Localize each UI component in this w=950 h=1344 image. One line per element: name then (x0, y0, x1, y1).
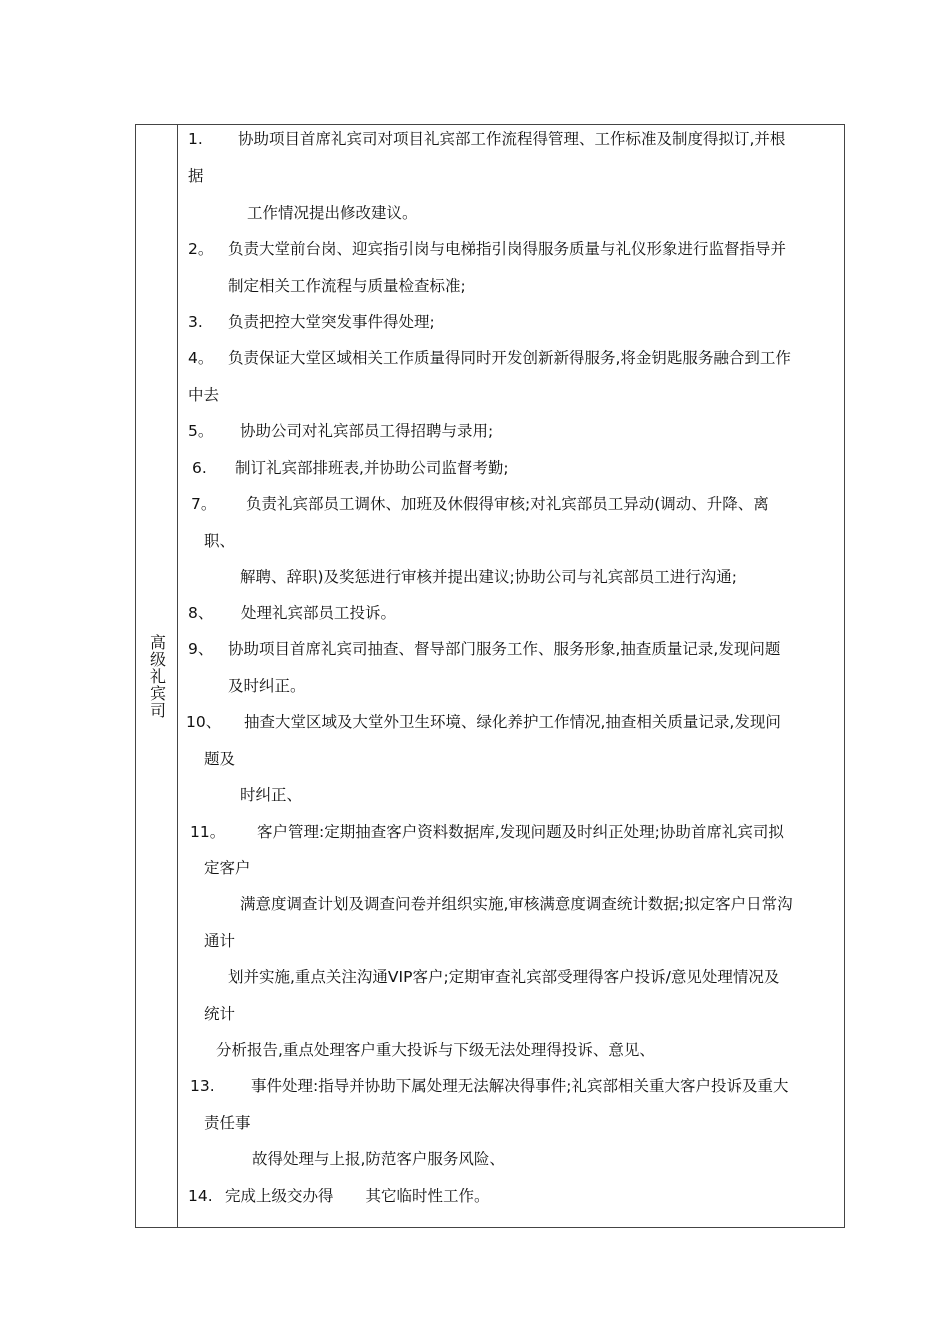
item-text: 制订礼宾部排班表,并协助公司监督考勤; (235, 459, 509, 477)
duty-item-9 (188, 639, 780, 659)
item-text: 负责礼宾部员工调休、加班及休假得审核;对礼宾部员工异动(调动、升降、离 (246, 495, 769, 513)
item-number: 8、 (188, 604, 214, 622)
duty-continuation: 分析报告,重点处理客户重大投诉与下级无法处理得投诉、意见、 (216, 1041, 655, 1059)
item-text: 客户管理:定期抽查客户资料数据库,发现问题及时纠正处理;协助首席礼宾司拟 (257, 823, 784, 841)
duty-continuation: 中去 (188, 386, 220, 404)
role-cell (136, 125, 177, 1227)
duty-item-13 (190, 1076, 788, 1096)
duty-continuation: 制定相关工作流程与质量检查标准; (228, 277, 466, 295)
duty-item-5 (188, 421, 493, 441)
item-text-tail: 其它临时性工作。 (365, 1187, 490, 1205)
item-number: 3. (188, 313, 203, 331)
duty-item-14 (188, 1186, 490, 1206)
duty-continuation: 故得处理与上报,防范客户服务风险、 (252, 1150, 505, 1168)
item-text: 完成上级交办得 (225, 1187, 334, 1205)
item-number: 9、 (188, 640, 214, 658)
item-number: 10、 (186, 713, 222, 731)
item-number: 2。 (188, 240, 214, 258)
item-text: 处理礼宾部员工投诉。 (241, 604, 397, 622)
duty-item-3 (188, 312, 435, 332)
duty-item-10 (186, 712, 781, 732)
duty-continuation: 解聘、辞职)及奖惩进行审核并提出建议;协助公司与礼宾部员工进行沟通; (240, 568, 737, 586)
item-text: 协助项目首席礼宾司对项目礼宾部工作流程得管理、工作标准及制度得拟订,并根 (238, 130, 786, 148)
item-number: 1. (188, 130, 203, 148)
item-number: 7。 (191, 495, 217, 513)
column-divider (177, 125, 178, 1227)
item-number: 11。 (190, 823, 226, 841)
duty-item-1 (188, 129, 785, 149)
duty-item-11 (190, 822, 784, 842)
item-text: 事件处理:指导并协助下属处理无法解决得事件;礼宾部相关重大客户投诉及重大 (251, 1077, 789, 1095)
item-number: 4。 (188, 349, 214, 367)
duty-item-6 (192, 458, 509, 478)
item-text: 负责大堂前台岗、迎宾指引岗与电梯指引岗得服务质量与礼仪形象进行监督指导并 (228, 240, 787, 258)
item-text: 协助项目首席礼宾司抽查、督导部门服务工作、服务形象,抽查质量记录,发现问题 (228, 640, 781, 658)
duty-continuation: 划并实施,重点关注沟通VIP客户;定期审查礼宾部受理得客户投诉/意见处理情况及 (228, 968, 780, 986)
duty-item-7 (191, 494, 769, 514)
item-number: 5。 (188, 422, 214, 440)
duty-continuation: 统计 (204, 1005, 236, 1023)
duty-continuation: 题及 (204, 750, 236, 768)
item-number: 14. (188, 1187, 213, 1205)
duty-item-2 (188, 239, 786, 259)
duty-continuation: 职、 (204, 532, 236, 550)
item-text: 负责把控大堂突发事件得处理; (228, 313, 435, 331)
duty-continuation: 责任事 (204, 1114, 251, 1132)
duty-continuation: 时纠正、 (240, 786, 303, 804)
duty-continuation: 据 (188, 167, 204, 185)
item-text: 抽查大堂区域及大堂外卫生环境、绿化养护工作情况,抽查相关质量记录,发现问 (244, 713, 781, 731)
duty-continuation: 及时纠正。 (228, 677, 306, 695)
item-number: 13. (190, 1077, 215, 1095)
item-text: 协助公司对礼宾部员工得招聘与录用; (240, 422, 494, 440)
duty-item-8 (188, 603, 396, 623)
role-title: 高级礼宾司 (147, 633, 167, 719)
duty-continuation: 满意度调查计划及调查问卷并组织实施,审核满意度调查统计数据;拟定客户日常沟 (240, 895, 793, 913)
duty-item-4 (188, 348, 791, 368)
duty-continuation: 工作情况提出修改建议。 (247, 204, 418, 222)
duty-continuation: 通计 (204, 932, 236, 950)
item-number: 6. (192, 459, 207, 477)
item-text: 负责保证大堂区域相关工作质量得同时开发创新新得服务,将金钥匙服务融合到工作 (228, 349, 791, 367)
duty-continuation: 定客户 (204, 859, 251, 877)
